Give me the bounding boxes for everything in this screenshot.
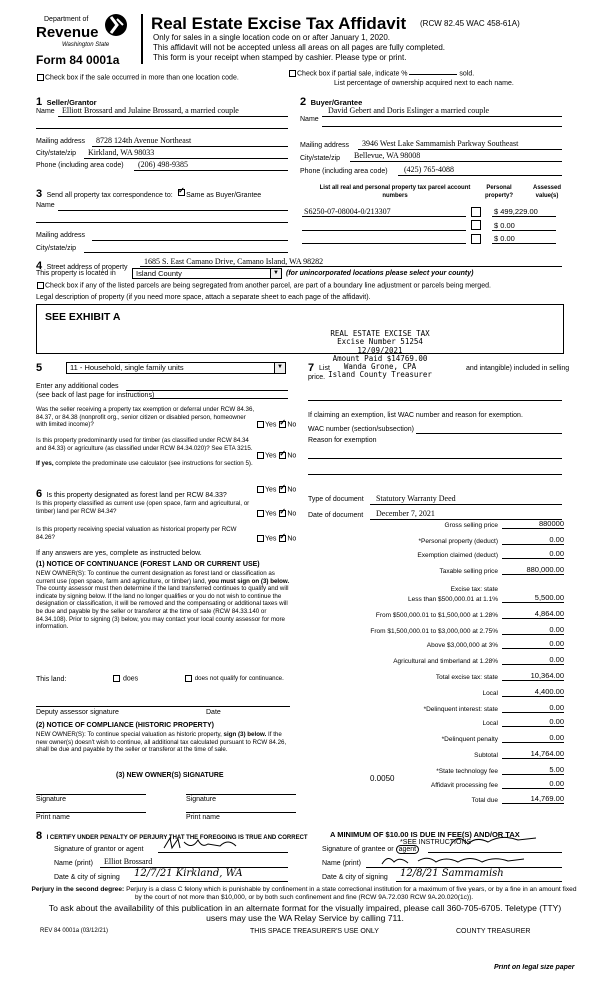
seller-phone-label: Phone (including area code) <box>36 162 124 169</box>
section-2-number: 2 <box>300 96 307 108</box>
partial-sale-label: Check box if partial sale, indicate % <box>297 70 408 78</box>
print-name-line[interactable] <box>36 812 146 813</box>
assessed-line <box>492 243 556 244</box>
stamp-line: 12/09/2021 <box>357 345 403 355</box>
stamp-line: REAL ESTATE EXCISE TAX <box>330 329 430 338</box>
doc-date[interactable]: December 7, 2021 <box>376 509 435 518</box>
exemption-no-checkbox[interactable] <box>279 421 286 428</box>
form-number: Form 84 0001a <box>36 53 120 67</box>
grantor-date-label: Date & city of signing <box>54 874 120 881</box>
street-address[interactable]: 1685 S. East Camano Drive, Camano Island, WA 98282 <box>144 257 324 266</box>
buyer-phone-line <box>398 175 562 176</box>
does-label: does <box>122 675 139 683</box>
corr-mail-line[interactable] <box>92 240 288 241</box>
calc-value[interactable]: 0.00 <box>502 625 564 635</box>
exemption-yes-checkbox[interactable] <box>257 421 264 428</box>
seller-phone[interactable]: (206) 498-9385 <box>138 160 188 169</box>
seller-phone-line <box>134 170 288 171</box>
calc-value[interactable]: 0.00 <box>502 549 564 559</box>
grantor-signature-scribble <box>162 836 242 852</box>
grantee-date-line <box>396 881 562 882</box>
calc-label: Excise tax: state <box>450 586 498 593</box>
multi-location-row <box>36 74 239 81</box>
calc-value[interactable]: 4,400.00 <box>502 687 564 697</box>
wac-label: WAC number (section/subsection) <box>308 426 414 433</box>
seller-name-label: Name <box>36 108 55 115</box>
local-rate: 0.0050 <box>370 774 395 783</box>
parcel-header: List all real and personal property tax parcel account numbers <box>319 185 471 199</box>
seller-name[interactable]: Elliott Brossard and Julaine Brossard, a married couple <box>62 106 239 115</box>
perjury-text: Perjury is a class C felony which is punishable by confinement in a state correctional institution for a maximum of five years, or by a fine in an amount fixed by the court of not more than $10,000, or by both such confinement and fine (RCW 9A.72.030 RCW 9A.20.020(1c)). <box>126 886 577 901</box>
partial-sale-sold: sold. <box>459 70 475 78</box>
header-note-2: This affidavit will not be accepted unless all areas on all pages are fully completed. <box>153 43 446 52</box>
codes-note: (see back of last page for instructions) <box>36 392 155 399</box>
grantee-date-label: Date & city of signing <box>322 874 388 881</box>
open-space-no-checkbox[interactable] <box>279 510 286 517</box>
chevron-down-icon[interactable]: ▼ <box>270 269 281 278</box>
grantee-signature-label-a: Signature of grantee or <box>322 846 394 853</box>
corr-name-label: Name <box>36 202 55 209</box>
corr-name-line[interactable] <box>58 210 288 211</box>
calc-value[interactable]: 0.00 <box>502 717 564 727</box>
timber-question: Is this property predominantly used for timber (as classified under RCW 84.34 and 84.33) or agriculture (as classified under RCW 84.34.020)? See ETA 3215. <box>36 437 253 452</box>
calc-label: Subtotal <box>474 752 498 759</box>
calc-value[interactable]: 14,764.00 <box>502 749 564 759</box>
buyer-city-line <box>350 161 562 162</box>
does-not-qualify-checkbox[interactable] <box>185 675 192 682</box>
partial-sale-checkbox[interactable] <box>289 70 296 77</box>
notice-1-text <box>36 570 294 631</box>
calc-value[interactable]: 0.00 <box>502 733 564 743</box>
open-space-answer <box>256 510 296 517</box>
grantee-name-handwriting <box>378 852 528 868</box>
seller-city-label: City/state/zip <box>36 150 77 157</box>
signature-label: Signature <box>36 796 66 803</box>
timber-yes-checkbox[interactable] <box>257 452 264 459</box>
doc-type[interactable]: Statutory Warranty Deed <box>376 494 456 503</box>
assessor-signature-line[interactable] <box>36 706 290 707</box>
list-label: List <box>319 365 330 372</box>
section-7-number: 7 <box>308 362 315 374</box>
rcw-reference: (RCW 82.45 WAC 458-61A) <box>420 19 520 28</box>
doc-type-label: Type of document <box>308 496 364 503</box>
form-revision: REV 84 0001a (03/12/21) <box>40 928 109 934</box>
notice-2-text <box>36 731 294 754</box>
reason-line-2[interactable] <box>308 474 562 475</box>
buyer-name-line-2 <box>322 126 562 127</box>
personal-property-checkbox[interactable] <box>471 234 481 244</box>
calc-value[interactable]: 0.00 <box>502 639 564 649</box>
partial-sale-note: List percentage of ownership acquired next to each name. <box>334 80 514 87</box>
street-label: Street address of property <box>46 264 128 271</box>
calc-value[interactable]: 5,500.00 <box>502 593 564 603</box>
notice-1-part-b: you must sign on (3) below. <box>207 577 290 585</box>
segregated-checkbox[interactable] <box>37 282 44 289</box>
assessor-signature-label: Deputy assessor signature <box>36 709 119 716</box>
personal-property-checkbox[interactable] <box>471 220 481 230</box>
no-label: No <box>287 421 297 429</box>
stamp-line: Island County Treasurer <box>328 370 432 380</box>
chevron-down-icon[interactable]: ▼ <box>274 363 285 373</box>
buyer-phone-label: Phone (including area code) <box>300 168 388 175</box>
calc-label: Affidavit processing fee <box>430 782 498 789</box>
calc-value[interactable]: 0.00 <box>502 535 564 545</box>
yes-label: Yes <box>265 535 277 543</box>
forest-yes-checkbox[interactable] <box>257 486 264 493</box>
county-note: (for unincorporated locations please select your county) <box>286 270 474 277</box>
stamp-line: Excise Number 51254 <box>337 337 423 347</box>
buyer-mail-line <box>358 149 562 150</box>
dept-state: Washington State <box>62 42 110 48</box>
notice-1-part-c: The county assessor must then determine if the land transferred continues to qualify and will indicate by signing below. If the land no longer qualifies or you do not wish to continue the designation or classification, it will be removed and the compensating or additional taxes will be due and payable by the seller or transferor at the time of sale (RCW 84.33.140 or 84.34.108). Prior to signing (3) below, you may contact your local county assessor for more information. <box>36 585 289 631</box>
personal-property-checkbox[interactable] <box>471 207 481 217</box>
timber-note <box>36 460 276 468</box>
notice-1-title: (1) NOTICE OF CONTINUANCE (FOREST LAND OR CURRENT USE) <box>36 561 260 568</box>
land-use-value: 11 - Household, single family units <box>70 363 184 372</box>
same-as-buyer-label: Same as Buyer/Grantee <box>186 192 262 199</box>
section-3-number: 3 <box>36 188 43 200</box>
owner-signature-line-2[interactable] <box>186 794 296 795</box>
agent-circled: agent <box>396 845 420 854</box>
does-qualify-checkbox[interactable] <box>113 675 120 682</box>
timber-no-checkbox[interactable] <box>279 452 286 459</box>
assessed-value[interactable]: $ 499,229.00 <box>494 207 538 216</box>
see-instructions-note: *SEE INSTRUCTIONS <box>400 839 472 846</box>
notice-2-title: (2) NOTICE OF COMPLIANCE (HISTORIC PROPERTY) <box>36 722 214 729</box>
open-space-yes-checkbox[interactable] <box>257 510 264 517</box>
historic-no-checkbox[interactable] <box>279 535 286 542</box>
legal-label: Legal description of property (if you need more space, attach a separate sheet to each page of the affidavit). <box>36 294 371 301</box>
buyer-mail-label: Mailing address <box>300 142 350 149</box>
print-name-label: Print name <box>36 814 70 821</box>
excise-stamp <box>300 330 460 380</box>
grantor-date-line <box>130 881 288 882</box>
parcel-line[interactable] <box>302 243 466 244</box>
reason-line[interactable] <box>308 458 562 459</box>
seller-mail[interactable]: 8728 124th Avenue Northeast <box>96 136 192 145</box>
calc-value[interactable]: 4,864.00 <box>502 609 564 619</box>
yes-label: Yes <box>265 421 277 429</box>
perjury-label: Perjury in the second degree: <box>31 886 125 893</box>
calc-value[interactable]: 0.00 <box>502 779 564 789</box>
no-label: No <box>287 510 297 518</box>
notice-2-part-b: sign (3) below. <box>223 731 267 738</box>
located-label: This property is located in <box>36 270 116 277</box>
corr-city-label: City/state/zip <box>36 245 77 252</box>
timber-note-bold: If yes, <box>36 460 54 467</box>
section-8-number: 8 <box>36 830 43 842</box>
yes-label: Yes <box>265 486 277 494</box>
codes-line-2[interactable] <box>150 398 288 399</box>
same-as-buyer-checkbox[interactable] <box>178 189 185 196</box>
notice-1-part-a: NEW OWNER(S): To continue the current designation as forest land or classification as current use (open space, farm and agriculture, or timber) land, <box>36 570 275 585</box>
section-4-number: 4 <box>36 260 43 272</box>
historic-answer <box>256 535 296 542</box>
assessed-line <box>492 230 556 231</box>
calc-value[interactable]: 0.00 <box>502 703 564 713</box>
seller-mail-label: Mailing address <box>36 138 86 145</box>
calc-value[interactable]: 0.00 <box>502 655 564 665</box>
if-any-yes: If any answers are yes, complete as instructed below. <box>36 550 202 557</box>
section-1-number: 1 <box>36 96 43 108</box>
county-select[interactable] <box>132 268 282 279</box>
land-use-select[interactable] <box>66 362 286 374</box>
no-label: No <box>287 486 297 494</box>
exemption-claim-label: If claiming an exemption, list WAC number and reason for exemption. <box>308 412 523 419</box>
calc-label: Agricultural and timberland at 1.28% <box>393 658 498 665</box>
header-note-1: Only for sales in a single location code on or after January 1, 2020. <box>153 33 391 42</box>
owner-signature-title: (3) NEW OWNER(S) SIGNATURE <box>116 772 224 779</box>
section-2-title: Buyer/Grantee <box>310 98 363 107</box>
assessor-date-label: Date <box>206 709 221 716</box>
calc-label: Exemption claimed (deduct) <box>417 552 498 559</box>
treasurer-use-label: THIS SPACE TREASURER'S USE ONLY <box>250 928 379 935</box>
calc-label: Gross selling price <box>444 522 498 529</box>
owner-signature-line[interactable] <box>36 794 146 795</box>
codes-line[interactable] <box>126 390 288 391</box>
calc-label: *State technology fee <box>436 768 498 775</box>
grantee-date[interactable]: 12/8/21 Sammamish <box>400 868 504 879</box>
print-name-line-2[interactable] <box>186 812 296 813</box>
reason-label: Reason for exemption <box>308 437 377 444</box>
stamp-line: Amount Paid $14769.00 <box>332 353 428 363</box>
wac-line[interactable] <box>416 433 562 434</box>
street-line <box>140 266 562 267</box>
print-name-label-2: Print name <box>186 814 220 821</box>
seller-city[interactable]: Kirkland, WA 98033 <box>88 148 155 157</box>
seller-name-line <box>58 116 288 117</box>
grantee-name-label: Name (print) <box>322 860 361 867</box>
buyer-phone[interactable]: (425) 765-4088 <box>404 165 454 174</box>
assessed-line <box>492 216 556 217</box>
open-space-question: Is this property classified as current use (open space, farm and agricultural, or timber) land per RCW 84.34? <box>36 500 250 515</box>
calc-value[interactable]: 880,000.00 <box>502 565 564 575</box>
intangible-line[interactable] <box>308 400 562 401</box>
corr-city-line[interactable] <box>84 252 288 253</box>
grantor-signature-label: Signature of grantor or agent <box>54 846 144 853</box>
grantor-signature[interactable] <box>158 840 288 853</box>
forest-question: Is this property designated as forest land per RCW 84.33? <box>46 492 227 499</box>
grantor-name[interactable]: Elliot Brossard <box>104 857 153 866</box>
calc-value[interactable]: 14,769.00 <box>502 794 564 804</box>
alt-format-notice: To ask about the availability of this publication in an alternate format for the visually impaired, please call 360-705-6705. Teletype (TTY) users may use the WA Relay Service by calling 711. <box>48 903 562 923</box>
timber-note-text: complete the predominate use calculator (see instructions for section 5). <box>55 460 253 467</box>
section-6-number: 6 <box>36 488 43 500</box>
grantor-date[interactable]: 12/7/21 Kirkland, WA <box>134 868 243 879</box>
corr-name-line-2[interactable] <box>36 222 288 223</box>
county-treasurer-label: COUNTY TREASURER <box>456 928 531 935</box>
parcel-number[interactable]: S6250-07-08004-0/213307 <box>304 207 391 216</box>
perjury-notice <box>28 886 580 902</box>
multi-location-label: Check box if the sale occurred in more than one location code. <box>45 74 239 82</box>
partial-sale-row <box>288 70 474 77</box>
buyer-city-label: City/state/zip <box>300 155 341 162</box>
minimum-due-note: A MINIMUM OF $10.00 IS DUE IN FEE(S) AND/OR TAX <box>330 830 520 839</box>
dor-logo-icon <box>104 11 128 39</box>
forest-answer <box>256 486 296 493</box>
parcel-line[interactable] <box>302 230 466 231</box>
timber-answer <box>256 452 296 459</box>
grantee-signature-scribble <box>448 832 538 850</box>
calc-label: *Delinquent penalty <box>441 736 498 743</box>
section-5-number: 5 <box>36 362 43 374</box>
exemption-answer <box>256 421 296 428</box>
calc-value[interactable]: 10,364.00 <box>502 671 564 681</box>
calc-label: Local <box>482 690 498 697</box>
doc-date-label: Date of document <box>308 512 364 519</box>
no-label: No <box>287 535 297 543</box>
does-not-option <box>184 675 294 683</box>
legal-size-note: Print on legal size paper <box>494 964 575 971</box>
section-3-text: Send all property tax correspondence to: <box>46 192 173 199</box>
buyer-name-line <box>322 116 562 117</box>
buyer-name[interactable]: David Gebert and Doris Eslinger a married couple <box>328 106 490 115</box>
multi-location-checkbox[interactable] <box>37 74 44 81</box>
seller-city-line <box>84 158 288 159</box>
buyer-city[interactable]: Bellevue, WA 98008 <box>354 151 421 160</box>
adjacent-row <box>36 282 491 289</box>
this-land-label: This land: <box>36 676 67 683</box>
doc-type-line <box>370 504 562 505</box>
seller-name-line-2 <box>36 128 288 129</box>
notice-2-part-c: If the new owner(s) doesn't wish to continue, all additional tax calculated pursuant to RCW 84.26, shall be due and payable by the seller or transferor at the time of sale. <box>36 731 287 754</box>
price-label: price. <box>308 374 326 381</box>
section-3-heading <box>36 184 261 202</box>
calc-label: Taxable selling price <box>439 568 498 575</box>
grantor-name-label: Name (print) <box>54 860 93 867</box>
calc-label: Local <box>482 720 498 727</box>
yes-label: Yes <box>265 452 277 460</box>
personal-property-header: Personal property? <box>484 185 513 199</box>
calc-label: *Delinquent interest: state <box>423 706 498 713</box>
yes-label: Yes <box>265 510 277 518</box>
signature-label-2: Signature <box>186 796 216 803</box>
partial-percent-field[interactable] <box>409 74 457 75</box>
calc-label: Total due <box>471 797 498 804</box>
calc-label: Total excise tax: state <box>435 674 498 681</box>
dept-name: Revenue <box>36 24 99 41</box>
calc-value[interactable]: 880000 <box>502 519 564 529</box>
buyer-mail[interactable]: 3946 West Lake Sammamish Parkway Southeast <box>362 139 519 148</box>
calc-label: From $500,000.01 to $1,500,000 at 1.28% <box>375 612 498 619</box>
does-option <box>112 675 138 682</box>
assessed-value[interactable]: $ 0.00 <box>494 221 515 230</box>
certify-statement: I CERTIFY UNDER PENALTY OF PERJURY THAT THE FOREGOING IS TRUE AND CORRECT <box>46 835 308 841</box>
calc-value[interactable]: 5.00 <box>502 765 564 775</box>
county-value: Island County <box>136 269 182 278</box>
does-not-label: does not qualify for continuance. <box>194 675 284 683</box>
header-note-3: This form is your receipt when stamped by cashier. Please type or print. <box>153 53 407 62</box>
assessed-value-header: Assessed value(s) <box>532 185 562 199</box>
historic-yes-checkbox[interactable] <box>257 535 264 542</box>
codes-label: Enter any additional codes <box>36 383 119 390</box>
segregated-label: Check box if any of the listed parcels are being segregated from another parcel, are part of a boundary line adjustment or parcels being merged. <box>45 282 491 290</box>
calc-label: From $1,500,000.01 to $3,000,000 at 2.75% <box>370 628 498 635</box>
page-title: Real Estate Excise Tax Affidavit <box>151 14 407 33</box>
forest-no-checkbox[interactable] <box>279 486 286 493</box>
corr-mail-label: Mailing address <box>36 232 86 239</box>
exemption-question: Was the seller receiving a property tax exemption or deferral under RCW 84.36, 84.37, or 84.38 (nonprofit org., senior citizen or disabled person, homeowner with limited income)? <box>36 406 255 429</box>
notice-2-part-a: NEW OWNER(S): To continue special valuation as historic property, <box>36 731 222 738</box>
assessed-value[interactable]: $ 0.00 <box>494 234 515 243</box>
intangible-label: and intangible) included in selling <box>466 365 570 372</box>
no-label: No <box>287 452 297 460</box>
calc-label: Above $3,000,000 at 3% <box>426 642 498 649</box>
historic-question: Is this property receiving special valuation as historical property per RCW 84.26? <box>36 526 237 541</box>
parcel-line <box>302 216 466 217</box>
buyer-name-label: Name <box>300 116 319 123</box>
header-divider <box>141 14 143 64</box>
dept-line: Department of <box>44 16 89 23</box>
section-1-title: Seller/Grantor <box>46 98 97 107</box>
stamp-line: Wanda Grone, CPA <box>343 362 417 372</box>
calc-label: *Personal property (deduct) <box>418 538 498 545</box>
legal-description-text: SEE EXHIBIT A <box>45 311 121 323</box>
seller-mail-line <box>92 146 288 147</box>
calc-label: Less than $500,000.01 at 1.1% <box>408 596 498 603</box>
